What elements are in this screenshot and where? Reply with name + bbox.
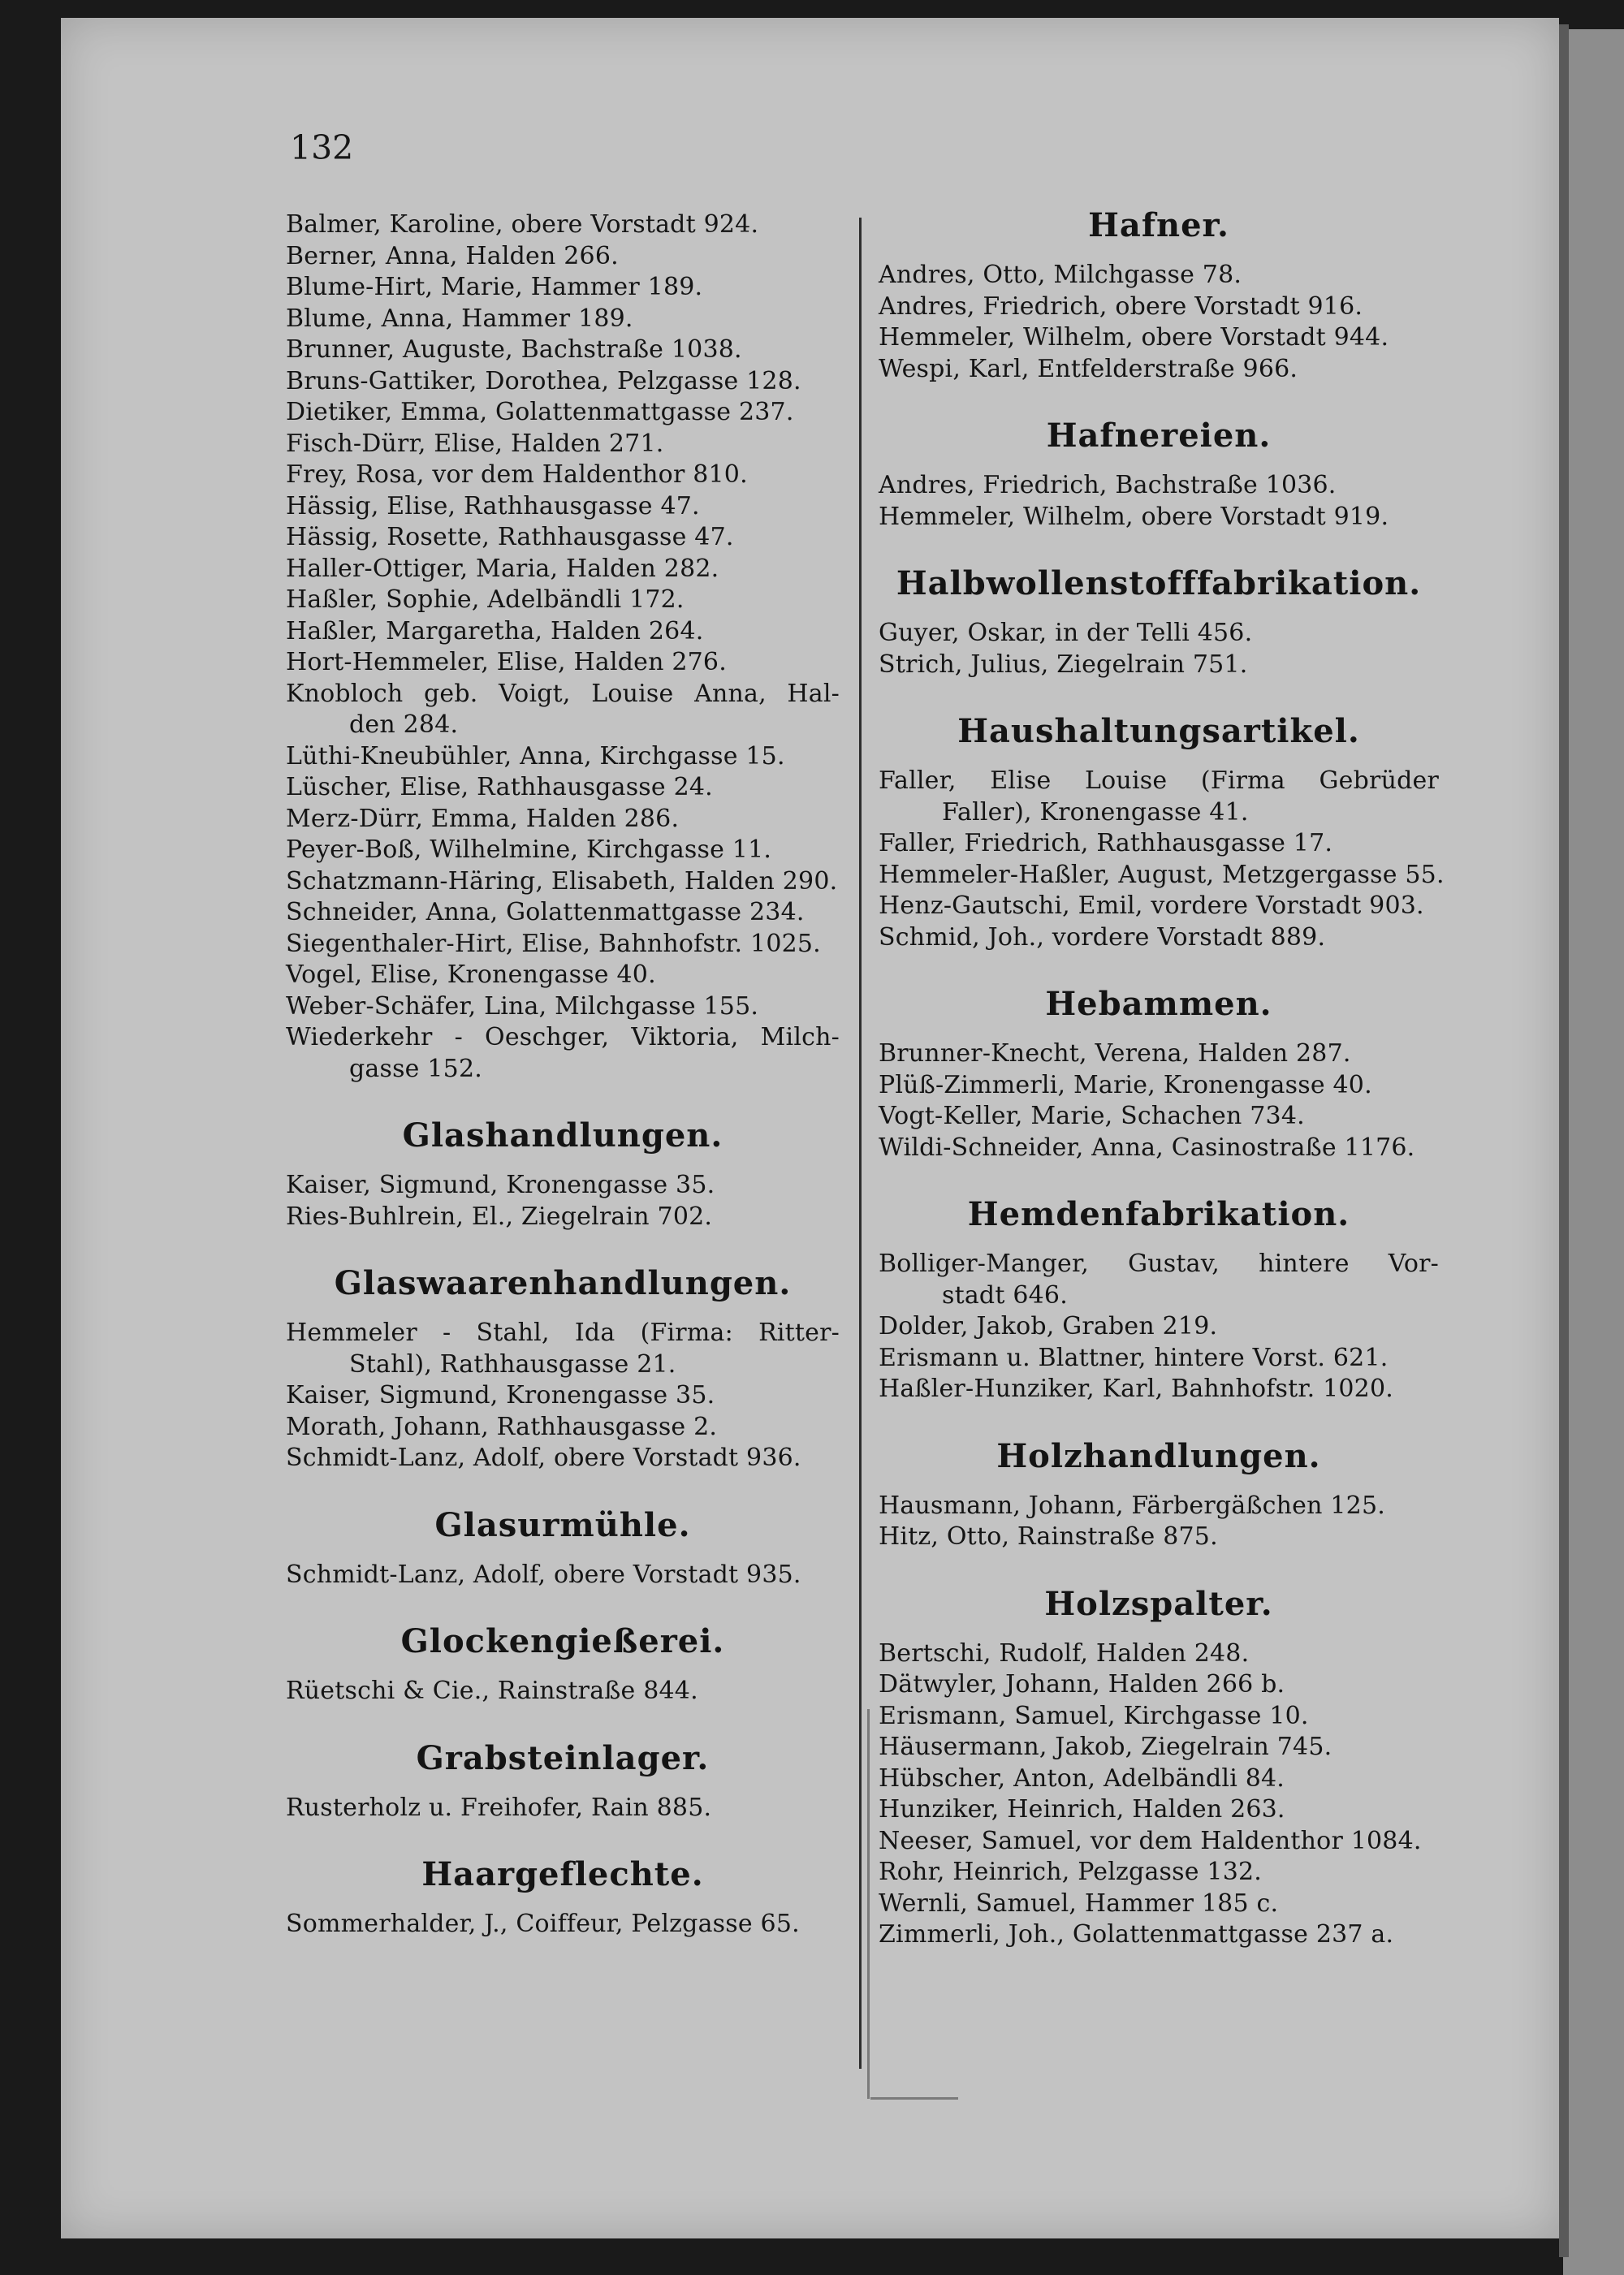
section-heading-haushaltungsartikel: Haushaltungsartikel. [957, 712, 1360, 750]
directory-entry: Plüß-Zimmerli, Marie, Kronengasse 40. [879, 1070, 1372, 1099]
directory-entry: Lüscher, Elise, Rathhausgasse 24. [286, 773, 713, 801]
directory-entry: Schneider, Anna, Golattenmattgasse 234. [286, 898, 805, 926]
left-column [286, 209, 840, 1940]
directory-entry: Bruns-Gattiker, Dorothea, Pelzgasse 128. [286, 366, 801, 395]
directory-entry: Haller-Ottiger, Maria, Halden 282. [286, 554, 719, 583]
directory-entry: Weber-Schäfer, Lina, Milchgasse 155. [286, 991, 759, 1021]
directory-entry: Guyer, Oskar, in der Telli 456. [879, 619, 1253, 647]
directory-entry: Frey, Rosa, vor dem Haldenthor 810. [286, 460, 748, 489]
directory-entry: Blume-Hirt, Marie, Hammer 189. [286, 273, 703, 301]
directory-entry: Brunner, Auguste, Bachstraße 1038. [286, 335, 742, 364]
directory-entry: Vogel, Elise, Kronengasse 40. [286, 961, 656, 989]
right-column [879, 206, 1445, 1951]
directory-entry: Rusterholz u. Freihofer, Rain 885. [286, 1793, 712, 1822]
continued-entries [286, 209, 840, 1085]
directory-entry: Schmidt-Lanz, Adolf, obere Vorstadt 935. [286, 1560, 801, 1589]
directory-entry: Dätwyler, Johann, Halden 266 b. [879, 1670, 1285, 1699]
page-gutter-shadow [1559, 24, 1569, 2257]
directory-entry: Vogt-Keller, Marie, Schachen 734. [879, 1102, 1305, 1130]
directory-entry: Hübscher, Anton, Adelbändli 84. [879, 1763, 1285, 1793]
entry-line-1: Hemmeler - Stahl, Ida (Firma: Ritter- [286, 1319, 840, 1347]
section-heading-haargeflechte: Haargeflechte. [421, 1855, 704, 1893]
page-number: 132 [290, 128, 354, 167]
directory-entry-wrapped [879, 766, 1439, 828]
directory-entry-wrapped [286, 1022, 840, 1085]
directory-entry: Hitz, Otto, Rainstraße 875. [879, 1522, 1218, 1551]
entry-line-2: gasse 152. [349, 1054, 482, 1083]
directory-entry: Bertschi, Rudolf, Halden 248. [879, 1638, 1250, 1668]
directory-entry: Erismann, Samuel, Kirchgasse 10. [879, 1701, 1309, 1730]
directory-entry: Schmid, Joh., vordere Vorstadt 889. [879, 922, 1326, 952]
section-heading-grabsteinlager: Grabsteinlager. [416, 1738, 710, 1777]
directory-entry: Haßler, Margaretha, Halden 264. [286, 616, 704, 645]
directory-entry: Hässig, Rosette, Rathhausgasse 47. [286, 523, 734, 551]
directory-entry: Haßler, Sophie, Adelbändli 172. [286, 585, 685, 614]
directory-entry: Peyer-Boß, Wilhelmine, Kirchgasse 11. [286, 835, 772, 864]
directory-entry: Balmer, Karoline, obere Vorstadt 924. [286, 210, 759, 239]
section-heading-halbwollenstofffabrikation: Halbwollenstofffabrikation. [896, 564, 1422, 602]
section-heading-glaswaarenhandlungen: Glaswaarenhandlungen. [334, 1264, 792, 1302]
directory-entry: Wernli, Samuel, Hammer 185 c. [879, 1889, 1279, 1918]
section-heading-hebammen: Hebammen. [1045, 985, 1272, 1023]
directory-entry: Dietiker, Emma, Golattenmattgasse 237. [286, 398, 794, 426]
entry-line-2: Stahl), Rathhausgasse 21. [349, 1349, 676, 1379]
directory-entry: Schmidt-Lanz, Adolf, obere Vorstadt 936. [286, 1444, 801, 1472]
entry-line-1: Knobloch geb. Voigt, Louise Anna, Hal- [286, 679, 840, 708]
directory-entry: Hemmeler-Haßler, August, Metzgergasse 55. [879, 860, 1445, 889]
directory-entry: Schatzmann-Häring, Elisabeth, Halden 290. [286, 866, 838, 896]
directory-entry: Hemmeler, Wilhelm, obere Vorstadt 919. [879, 502, 1389, 531]
section-heading-hemdenfabrikation: Hemdenfabrikation. [967, 1195, 1350, 1233]
directory-entry: Haßler-Hunziker, Karl, Bahnhofstr. 1020. [879, 1375, 1393, 1403]
pencil-mark-vertical [867, 1709, 870, 2099]
directory-entry: Andres, Friedrich, Bachstraße 1036. [879, 471, 1337, 499]
directory-entry: Zimmerli, Joh., Golattenmattgasse 237 a. [879, 1920, 1394, 1949]
directory-entry: Strich, Julius, Ziegelrain 751. [879, 650, 1248, 679]
directory-entry: Sommerhalder, J., Coiffeur, Pelzgasse 65. [286, 1910, 800, 1938]
directory-entry: Andres, Otto, Milchgasse 78. [879, 261, 1242, 289]
directory-entry: Häusermann, Jakob, Ziegelrain 745. [879, 1733, 1332, 1761]
directory-entry: Hunziker, Heinrich, Halden 263. [879, 1795, 1285, 1824]
directory-entry-wrapped [879, 1249, 1439, 1311]
section-heading-glashandlungen: Glashandlungen. [402, 1116, 723, 1155]
section-heading-glockengiesserei: Glockengießerei. [400, 1622, 725, 1660]
directory-entry: Kaiser, Sigmund, Kronengasse 35. [286, 1171, 715, 1199]
directory-entry: Lüthi-Kneubühler, Anna, Kirchgasse 15. [286, 741, 785, 771]
directory-entry: Hemmeler, Wilhelm, obere Vorstadt 944. [879, 323, 1389, 352]
entry-line-2: den 284. [349, 710, 459, 739]
directory-entry: Neeser, Samuel, vor dem Haldenthor 1084. [879, 1826, 1422, 1855]
directory-entry: Hort-Hemmeler, Elise, Halden 276. [286, 648, 727, 676]
directory-entry-wrapped [286, 679, 840, 741]
directory-entry: Fisch-Dürr, Elise, Halden 271. [286, 429, 664, 458]
section-heading-holzspalter: Holzspalter. [1044, 1584, 1273, 1623]
directory-entry: Rohr, Heinrich, Pelzgasse 132. [879, 1858, 1263, 1886]
section-heading-hafner: Hafner. [1088, 206, 1229, 244]
directory-entry: Morath, Johann, Rathhausgasse 2. [286, 1412, 718, 1441]
directory-entry: Faller, Friedrich, Rathhausgasse 17. [879, 829, 1333, 857]
directory-entry: Merz-Dürr, Emma, Halden 286. [286, 804, 680, 833]
directory-entry: Andres, Friedrich, obere Vorstadt 916. [879, 291, 1363, 321]
directory-entry: Hässig, Elise, Rathhausgasse 47. [286, 491, 700, 520]
directory-entry: Ries-Buhlrein, El., Ziegelrain 702. [286, 1202, 713, 1231]
directory-entry: Wespi, Karl, Entfelderstraße 966. [879, 354, 1298, 383]
directory-entry: Rüetschi & Cie., Rainstraße 844. [286, 1677, 698, 1705]
column-divider [859, 218, 862, 2069]
directory-entry: Dolder, Jakob, Graben 219. [879, 1312, 1218, 1340]
directory-entry: Siegenthaler-Hirt, Elise, Bahnhofstr. 1025. [286, 929, 821, 958]
directory-entry: Hausmann, Johann, Färbergäßchen 125. [879, 1491, 1385, 1520]
entry-line-2: Faller), Kronengasse 41. [942, 797, 1249, 827]
entry-line-2: stadt 646. [942, 1280, 1068, 1310]
directory-entry: Brunner-Knecht, Verena, Halden 287. [879, 1039, 1351, 1068]
section-heading-hafnereien: Hafnereien. [1046, 417, 1272, 455]
directory-entry: Kaiser, Sigmund, Kronengasse 35. [286, 1381, 715, 1409]
directory-entry-wrapped [286, 1318, 840, 1380]
section-heading-holzhandlungen: Holzhandlungen. [996, 1436, 1321, 1475]
directory-entry: Erismann u. Blattner, hintere Vorst. 621. [879, 1343, 1389, 1372]
directory-entry: Wildi-Schneider, Anna, Casinostraße 1176. [879, 1133, 1415, 1162]
section-heading-glasurmuehle: Glasurmühle. [434, 1505, 691, 1544]
pencil-mark-horizontal [870, 2097, 958, 2100]
directory-entry: Berner, Anna, Halden 266. [286, 241, 619, 270]
entry-line-1: Faller, Elise Louise (Firma Gebrüder [879, 766, 1439, 795]
directory-entry: Henz-Gautschi, Emil, vordere Vorstadt 903. [879, 891, 1424, 920]
next-page-edge [1563, 29, 1624, 2275]
entry-line-1: Bolliger-Manger, Gustav, hintere Vor- [879, 1250, 1439, 1278]
entry-line-1: Wiederkehr - Oeschger, Viktoria, Milch- [286, 1023, 840, 1051]
directory-entry: Blume, Anna, Hammer 189. [286, 304, 633, 333]
